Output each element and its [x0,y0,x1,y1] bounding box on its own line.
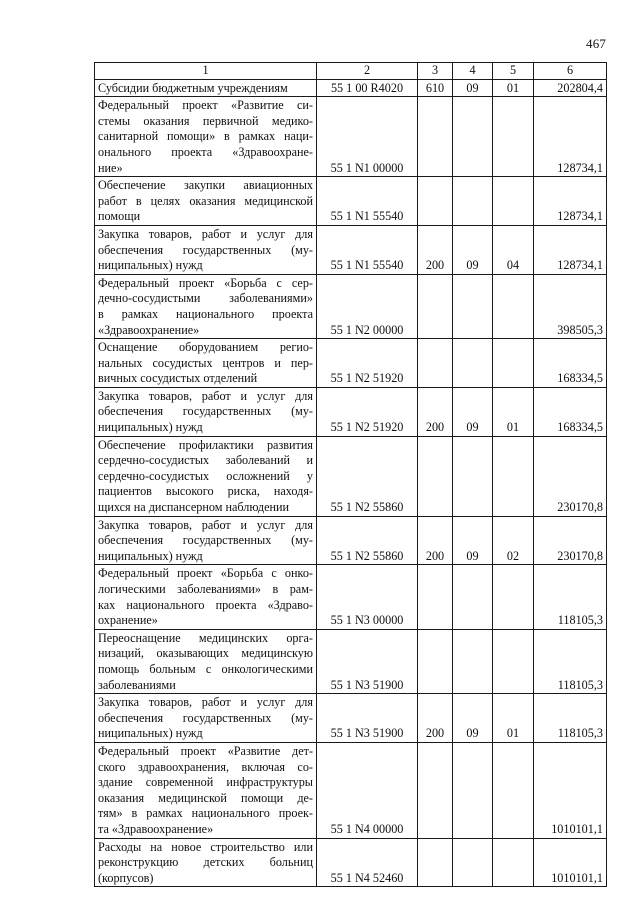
amount-value: 168334,5 [534,339,607,388]
description-line: помощи [98,209,141,224]
row-description [95,838,317,887]
description-line: Субсидии бюджетным учреждениям [98,80,288,95]
subsection-code [493,565,534,629]
subsection-code: 04 [493,225,534,274]
subsection-code [493,629,534,693]
description-line: Закупка товаров, работ и услуг для [98,695,313,710]
section-code [453,629,493,693]
budget-code: 55 1 N2 55860 [317,516,418,565]
table-header-row [95,63,607,80]
description-line: логическими заболеваниями» в рам- [98,582,313,596]
budget-code: 55 1 N1 00000 [317,97,418,177]
subsection-code [493,177,534,226]
amount-value: 118105,3 [534,694,607,743]
budget-code: 55 1 N3 51900 [317,694,418,743]
row-description [95,339,317,388]
description-line: Закупка товаров, работ и услуг для [98,517,313,532]
header-cell: 4 [453,63,493,80]
row-description [95,565,317,629]
description-line: онального проекта «Здравоохране- [98,144,313,159]
header-cell: 3 [418,63,453,80]
subsection-code [493,274,534,338]
description-line: щихся на диспансерном наблюдении [98,500,290,515]
subsection-code [493,838,534,887]
description-line: здание современной инфраструктуры [98,775,313,790]
section-code: 09 [453,79,493,97]
row-description [95,694,317,743]
expense-type-code: 200 [418,225,453,274]
row-description [95,177,317,226]
header-cell: 2 [317,63,418,80]
description-line: ниципальных) нужд [98,726,203,741]
expense-type-code: 200 [418,387,453,436]
row-description [95,274,317,338]
budget-code: 55 1 N1 55540 [317,225,418,274]
description-line: ниципальных) нужд [98,258,203,273]
row-description [95,629,317,693]
expense-type-code [418,838,453,887]
section-code [453,436,493,516]
description-line: дечно-сосудистыми заболеваниями» [98,291,313,306]
table-row [95,225,607,274]
amount-value: 168334,5 [534,387,607,436]
description-line: Федеральный проект «Борьба с онко- [98,566,313,581]
description-line: стемы оказания первичной медико- [98,113,313,128]
section-code: 09 [453,225,493,274]
description-line: Закупка товаров, работ и услуг для [98,388,313,403]
budget-code: 55 1 N4 52460 [317,838,418,887]
amount-value: 118105,3 [534,629,607,693]
table-row [95,629,607,693]
expense-type-code: 200 [418,516,453,565]
subsection-code [493,436,534,516]
section-code: 09 [453,516,493,565]
table-row [95,97,607,177]
table-row [95,79,607,97]
description-line: Расходы на новое строительство или [98,839,313,854]
table-row [95,694,607,743]
description-line: (корпусов) [98,870,154,885]
expense-type-code [418,274,453,338]
row-description [95,79,317,97]
description-line: ниципальных) нужд [98,420,203,435]
expense-type-code [418,97,453,177]
budget-code: 55 1 N2 51920 [317,339,418,388]
budget-code: 55 1 N3 51900 [317,629,418,693]
description-line: пациентов высокого риска, находя- [98,484,313,499]
header-cell: 5 [493,63,534,80]
row-description [95,97,317,177]
row-description [95,742,317,838]
section-code [453,838,493,887]
amount-value: 1010101,1 [534,838,607,887]
table-row [95,387,607,436]
section-code [453,97,493,177]
amount-value: 202804,4 [534,79,607,97]
description-line: вичных сосудистых отделений [98,371,258,386]
amount-value: 128734,1 [534,177,607,226]
header-cell: 6 [534,63,607,80]
section-code [453,742,493,838]
expense-type-code [418,339,453,388]
description-line: обеспечения государственных (му- [98,242,313,257]
description-line: тям» в рамках национального проек- [98,806,313,821]
description-line: та «Здравоохранение» [98,821,214,836]
table-row [95,274,607,338]
description-line: помощь больным с онкологическими [98,661,313,676]
description-line: Федеральный проект «Развитие дет- [98,743,313,758]
description-line: санитарной помощи» в рамках наци- [98,129,313,144]
section-code [453,177,493,226]
description-line: Федеральный проект «Развитие си- [98,98,313,113]
expense-type-code [418,177,453,226]
budget-table [94,62,607,887]
budget-code: 55 1 N1 55540 [317,177,418,226]
section-code [453,274,493,338]
description-line: Обеспечение профилактики развития [98,437,313,452]
amount-value: 128734,1 [534,225,607,274]
table-row [95,742,607,838]
description-line: нальных сосудистых центров и пер- [98,355,313,370]
description-line: заболеваниями [98,677,176,692]
subsection-code: 02 [493,516,534,565]
description-line: в рамках национального проекта [98,306,313,321]
amount-value: 128734,1 [534,97,607,177]
table-row [95,565,607,629]
expense-type-code: 610 [418,79,453,97]
description-line: ние» [98,160,123,175]
budget-code: 55 1 N4 00000 [317,742,418,838]
description-line: Оснащение оборудованием регио- [98,340,313,355]
description-line: Переоснащение медицинских орга- [98,630,313,645]
subsection-code [493,742,534,838]
amount-value: 230170,8 [534,436,607,516]
description-line: Закупка товаров, работ и услуг для [98,226,313,241]
budget-code: 55 1 N2 51920 [317,387,418,436]
expense-type-code: 200 [418,694,453,743]
table-row [95,177,607,226]
amount-value: 230170,8 [534,516,607,565]
expense-type-code [418,436,453,516]
amount-value: 1010101,1 [534,742,607,838]
description-line: «Здравоохранение» [98,322,200,337]
description-line: обеспечения государственных (му- [98,404,313,419]
table-row [95,838,607,887]
page-number: 467 [586,36,607,51]
description-line: сердечно-сосудистых осложнений у [98,468,313,483]
budget-code: 55 1 N3 00000 [317,565,418,629]
subsection-code [493,97,534,177]
description-line: низаций, оказывающих медицинскую [98,646,313,661]
amount-value: 398505,3 [534,274,607,338]
table-row [95,516,607,565]
amount-value: 118105,3 [534,565,607,629]
description-line: Федеральный проект «Борьба с сер- [98,275,313,290]
row-description [95,225,317,274]
table-row [95,339,607,388]
section-code [453,339,493,388]
subsection-code [493,339,534,388]
description-line: работ в целях оказания медицинской [98,193,313,208]
row-description [95,387,317,436]
description-line: обеспечения государственных (му- [98,533,313,548]
description-line: реконструкцию детских больниц [98,855,313,870]
budget-code: 55 1 N2 00000 [317,274,418,338]
header-cell: 1 [95,63,317,80]
section-code: 09 [453,387,493,436]
description-line: сердечно-сосудистых заболеваний и [98,453,313,468]
budget-code: 55 1 00 R4020 [317,79,418,97]
description-line: ниципальных) нужд [98,548,203,563]
expense-type-code [418,565,453,629]
subsection-code: 01 [493,79,534,97]
subsection-code: 01 [493,694,534,743]
description-line: обеспечения государственных (му- [98,710,313,725]
description-line: ского здравоохранения, включая со- [98,759,313,774]
table-row [95,436,607,516]
expense-type-code [418,742,453,838]
section-code: 09 [453,694,493,743]
description-line: охранение» [98,613,158,628]
description-line: ках национального проекта «Здраво- [98,597,313,612]
row-description [95,436,317,516]
expense-type-code [418,629,453,693]
description-line: Обеспечение закупки авиационных [98,178,313,193]
subsection-code: 01 [493,387,534,436]
description-line: оказания медицинской помощи де- [98,790,313,805]
section-code [453,565,493,629]
row-description [95,516,317,565]
budget-code: 55 1 N2 55860 [317,436,418,516]
